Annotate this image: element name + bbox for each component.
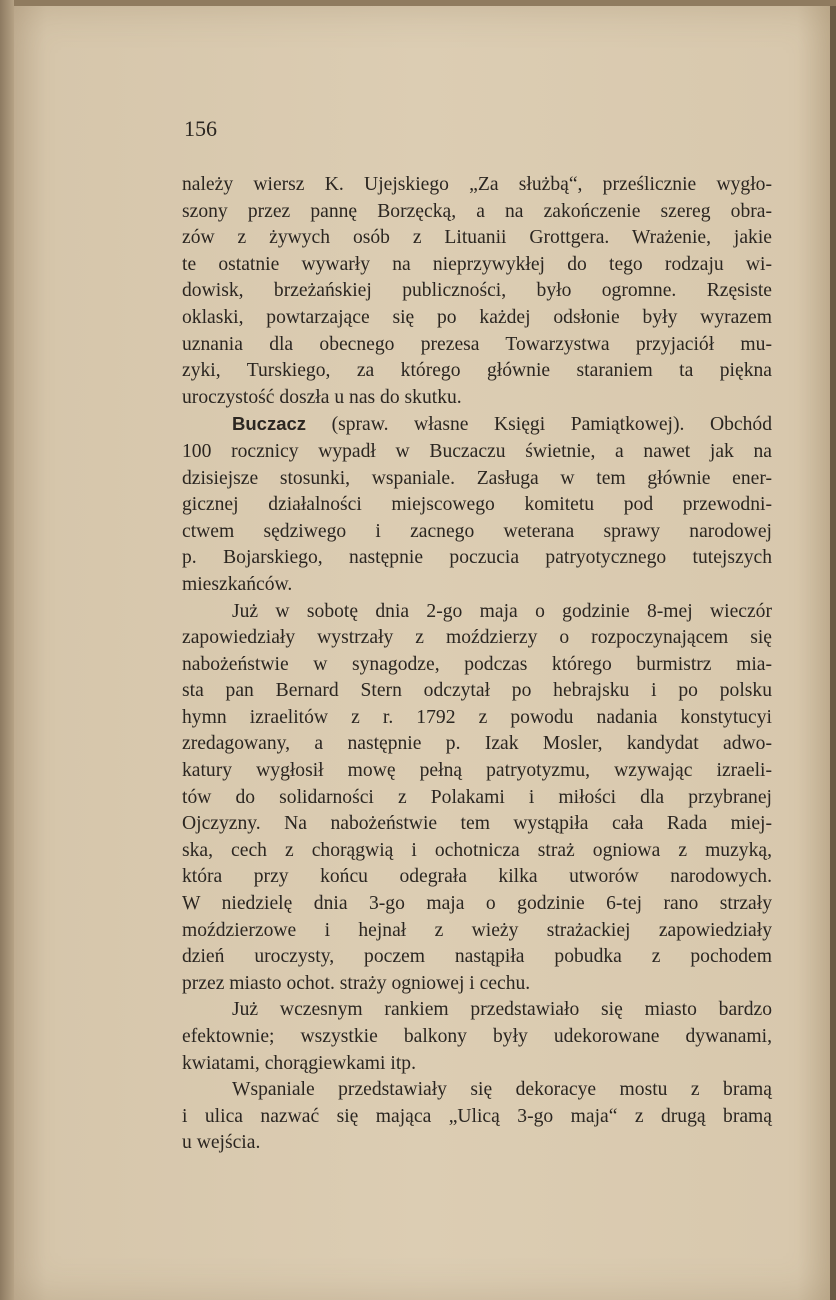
text-line: zredagowany, a następnie p. Izak Mosler, kandydat adwo- <box>182 733 772 755</box>
text-line: uroczystość doszła u nas do skutku. <box>182 386 462 408</box>
text-line: zapowiedziały wystrzały z moździerzy o rozpoczynającem się <box>182 627 772 649</box>
text-line: należy wiersz K. Ujejskiego „Za służbą“, prześlicznie wygło- <box>182 174 772 195</box>
text-line: przez miasto ochot. straży ogniowej i cechu. <box>182 972 531 994</box>
text-line: zów z żywych osób z Lituanii Grottgera. Wrażenie, jakie <box>182 227 772 249</box>
text-line: dzień uroczysty, poczem nastąpiła pobudka z pochodem <box>182 946 772 968</box>
text-line: p. Bojarskiego, następnie poczucia patryotycznego tutejszych <box>182 547 772 569</box>
book-page <box>14 6 830 1300</box>
text-line: Już wczesnym rankiem przedstawiało się miasto bardzo <box>232 999 772 1021</box>
text-line: dowisk, brzeżańskiej publiczności, było ogromne. Rzęsiste <box>182 280 772 302</box>
text-line: tów do solidarności z Polakami i miłości dla przybranej <box>182 786 772 808</box>
text-line: u wejścia. <box>182 1132 261 1154</box>
text-line: moździerzowe i hejnał z wieży strażackiej zapowiedziały <box>182 919 772 941</box>
text-line: te ostatnie wywarły na nieprzywykłej do tego rodzaju wi- <box>182 253 772 275</box>
text-line: ska, cech z chorągwią i ochotnicza straż ogniowa z muzyką, <box>182 839 772 861</box>
text-line: i ulica nazwać się mająca „Ulicą 3-go maja“ z drugą bramą <box>182 1105 772 1127</box>
text-line: katury wygłosił mowę pełną patryotyzmu, wzywając izraeli- <box>182 760 772 782</box>
page-body <box>182 172 772 1157</box>
text-line: dzisiejsze stosunki, wspaniale. Zasługa w tem głównie ener- <box>182 467 772 489</box>
text-line-first <box>182 411 772 439</box>
text-line: mieszkańców. <box>182 573 293 595</box>
paragraph-3 <box>182 599 772 998</box>
paragraph-4 <box>182 997 772 1077</box>
text-line: W niedzielę dnia 3-go maja o godzinie 6-tej rano strzały <box>182 893 772 915</box>
text-line: Wspaniale przedstawiały się dekoracye mostu z bramą <box>232 1079 772 1101</box>
text-line: hymn izraelitów z r. 1792 z powodu nadania konstytucyi <box>182 706 772 728</box>
text-line: Już w sobotę dnia 2-go maja o godzinie 8-mej wieczór <box>232 600 772 622</box>
text-line: 100 rocznicy wypadł w Buczaczu świetnie, a nawet jak na <box>182 440 772 462</box>
text-line: nabożeństwie w synagodze, podczas którego burmistrz mia- <box>182 653 772 675</box>
book-spine-edge <box>0 0 14 1300</box>
paragraph-buczacz <box>182 411 772 598</box>
text-line: sta pan Bernard Stern odczytał po hebrajsku i po polsku <box>182 680 772 702</box>
text-line: gicznej działalności miejscowego komitetu pod przewodni- <box>182 494 772 516</box>
text-line: szony przez pannę Borzęcką, a na zakończenie szereg obra- <box>182 200 772 222</box>
text-line: która przy końcu odegrała kilka utworów narodowych. <box>182 866 772 888</box>
page-number: 156 <box>184 116 217 141</box>
text-run: (spraw. własne Księgi Pamiątkowej). Obchód <box>306 414 772 436</box>
text-line: oklaski, powtarzające się po każdej odsłonie były wyrazem <box>182 306 772 328</box>
paragraph-5 <box>182 1077 772 1157</box>
text-line: kwiatami, chorągiewkami itp. <box>182 1052 416 1074</box>
paragraph-1 <box>182 172 772 411</box>
city-heading: Buczacz <box>232 413 307 435</box>
text-line: Ojczyzny. Na nabożeństwie tem wystąpiła cała Rada miej- <box>182 813 772 835</box>
text-line: zyki, Turskiego, za którego głównie staraniem ta piękna <box>182 360 772 382</box>
text-line: ctwem sędziwego i zacnego weterana sprawy narodowej <box>182 520 772 542</box>
text-line: uznania dla obecnego prezesa Towarzystwa przyjaciół mu- <box>182 333 772 355</box>
text-line: efektownie; wszystkie balkony były udekorowane dywanami, <box>182 1026 772 1047</box>
